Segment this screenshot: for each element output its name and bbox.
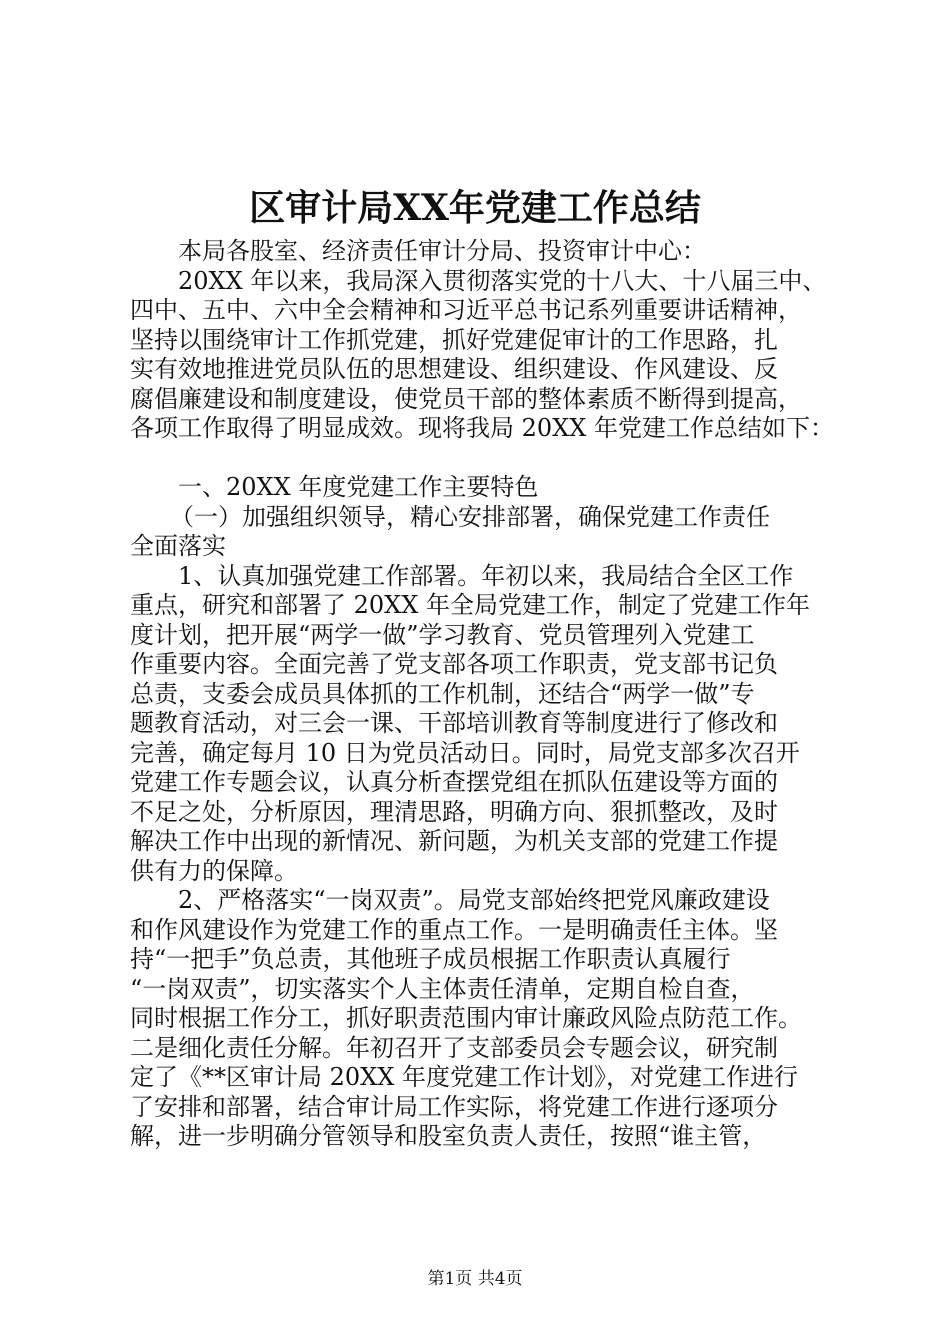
text-line: 四中、五中、六中全会精神和习近平总书记系列重要讲话精神， <box>130 296 802 324</box>
text-line: 各项工作取得了明显成效。现将我局 20XX 年党建工作总结如下： <box>130 414 834 442</box>
text-line: 供有力的保障。 <box>130 856 298 885</box>
text-line: 腐倡廉建设和制度建设，使党员干部的整体素质不断得到提高， <box>130 384 802 413</box>
document-body <box>130 237 850 1152</box>
text-line: 解决工作中出现的新情况、新问题，为机关支部的党建工作提 <box>130 827 778 855</box>
text-line: 完善，确定每月 10 日为党员活动日。同时，局党支部多次召开 <box>130 738 800 767</box>
text-line: 实有效地推进党员队伍的思想建设、组织建设、作风建设、反 <box>130 355 778 383</box>
text-line: “一岗双责”，切实落实个人主体责任清单，定期自检自查， <box>130 974 755 1003</box>
text-line: 作重要内容。全面完善了党支部各项工作职责，党支部书记负 <box>130 650 778 678</box>
text-line: 二是细化责任分解。年初召开了支部委员会专题会议，研究制 <box>130 1033 778 1062</box>
text-line: 20XX 年以来，我局深入贯彻落实党的十八大、十八届三中、 <box>178 266 827 295</box>
section-heading: 一、20XX 年度党建工作主要特色 <box>178 473 539 501</box>
page-number-footer: 第1页 共4页 <box>427 1269 523 1289</box>
subsection-heading: （一）加强组织领导，精心安排部署，确保党建工作责任 <box>170 502 770 531</box>
text-line: 题教育活动，对三会一课、干部培训教育等制度进行了修改和 <box>130 709 778 737</box>
text-line: 坚持以围绕审计工作抓党建，抓好党建促审计的工作思路，扎 <box>130 325 778 354</box>
text-line: 党建工作专题会议，认真分析查摆党组在抓队伍建设等方面的 <box>130 768 778 796</box>
text-line: 2、严格落实“一岗双责”。局党支部始终把党风廉政建设 <box>178 886 770 914</box>
paragraph-gap <box>130 444 850 474</box>
text-line: 持“一把手”负总责，其他班子成员根据工作职责认真履行 <box>130 945 731 973</box>
text-line: 定了《**区审计局 20XX 年度党建工作计划》，对党建工作进行 <box>130 1063 798 1091</box>
text-line: 不足之处，分析原因，理清思路，明确方向、狠抓整改，及时 <box>130 797 778 826</box>
text-line: 重点，研究和部署了 20XX 年全局党建工作，制定了党建工作年 <box>130 591 810 619</box>
text-line: 总责，支委会成员具体抓的工作机制，还结合“两学一做”专 <box>130 679 755 708</box>
text-line: 本局各股室、经济责任审计分局、投资审计中心： <box>178 237 706 265</box>
document-title: 区审计局XX年党建工作总结 <box>249 187 701 229</box>
text-line: 和作风建设作为党建工作的重点工作。一是明确责任主体。坚 <box>130 915 778 944</box>
text-line: 同时根据工作分工，抓好职责范围内审计廉政风险点防范工作。 <box>130 1004 802 1032</box>
text-line: 解，进一步明确分管领导和股室负责人责任，按照“谁主管， <box>130 1122 767 1150</box>
subsection-heading-cont: 全面落实 <box>130 532 226 560</box>
text-line: 了安排和部署，结合审计局工作实际，将党建工作进行逐项分 <box>130 1092 778 1121</box>
text-line: 度计划，把开展“两学一做”学习教育、党员管理列入党建工 <box>130 620 755 649</box>
text-line: 1、认真加强党建工作部署。年初以来，我局结合全区工作 <box>178 561 794 590</box>
